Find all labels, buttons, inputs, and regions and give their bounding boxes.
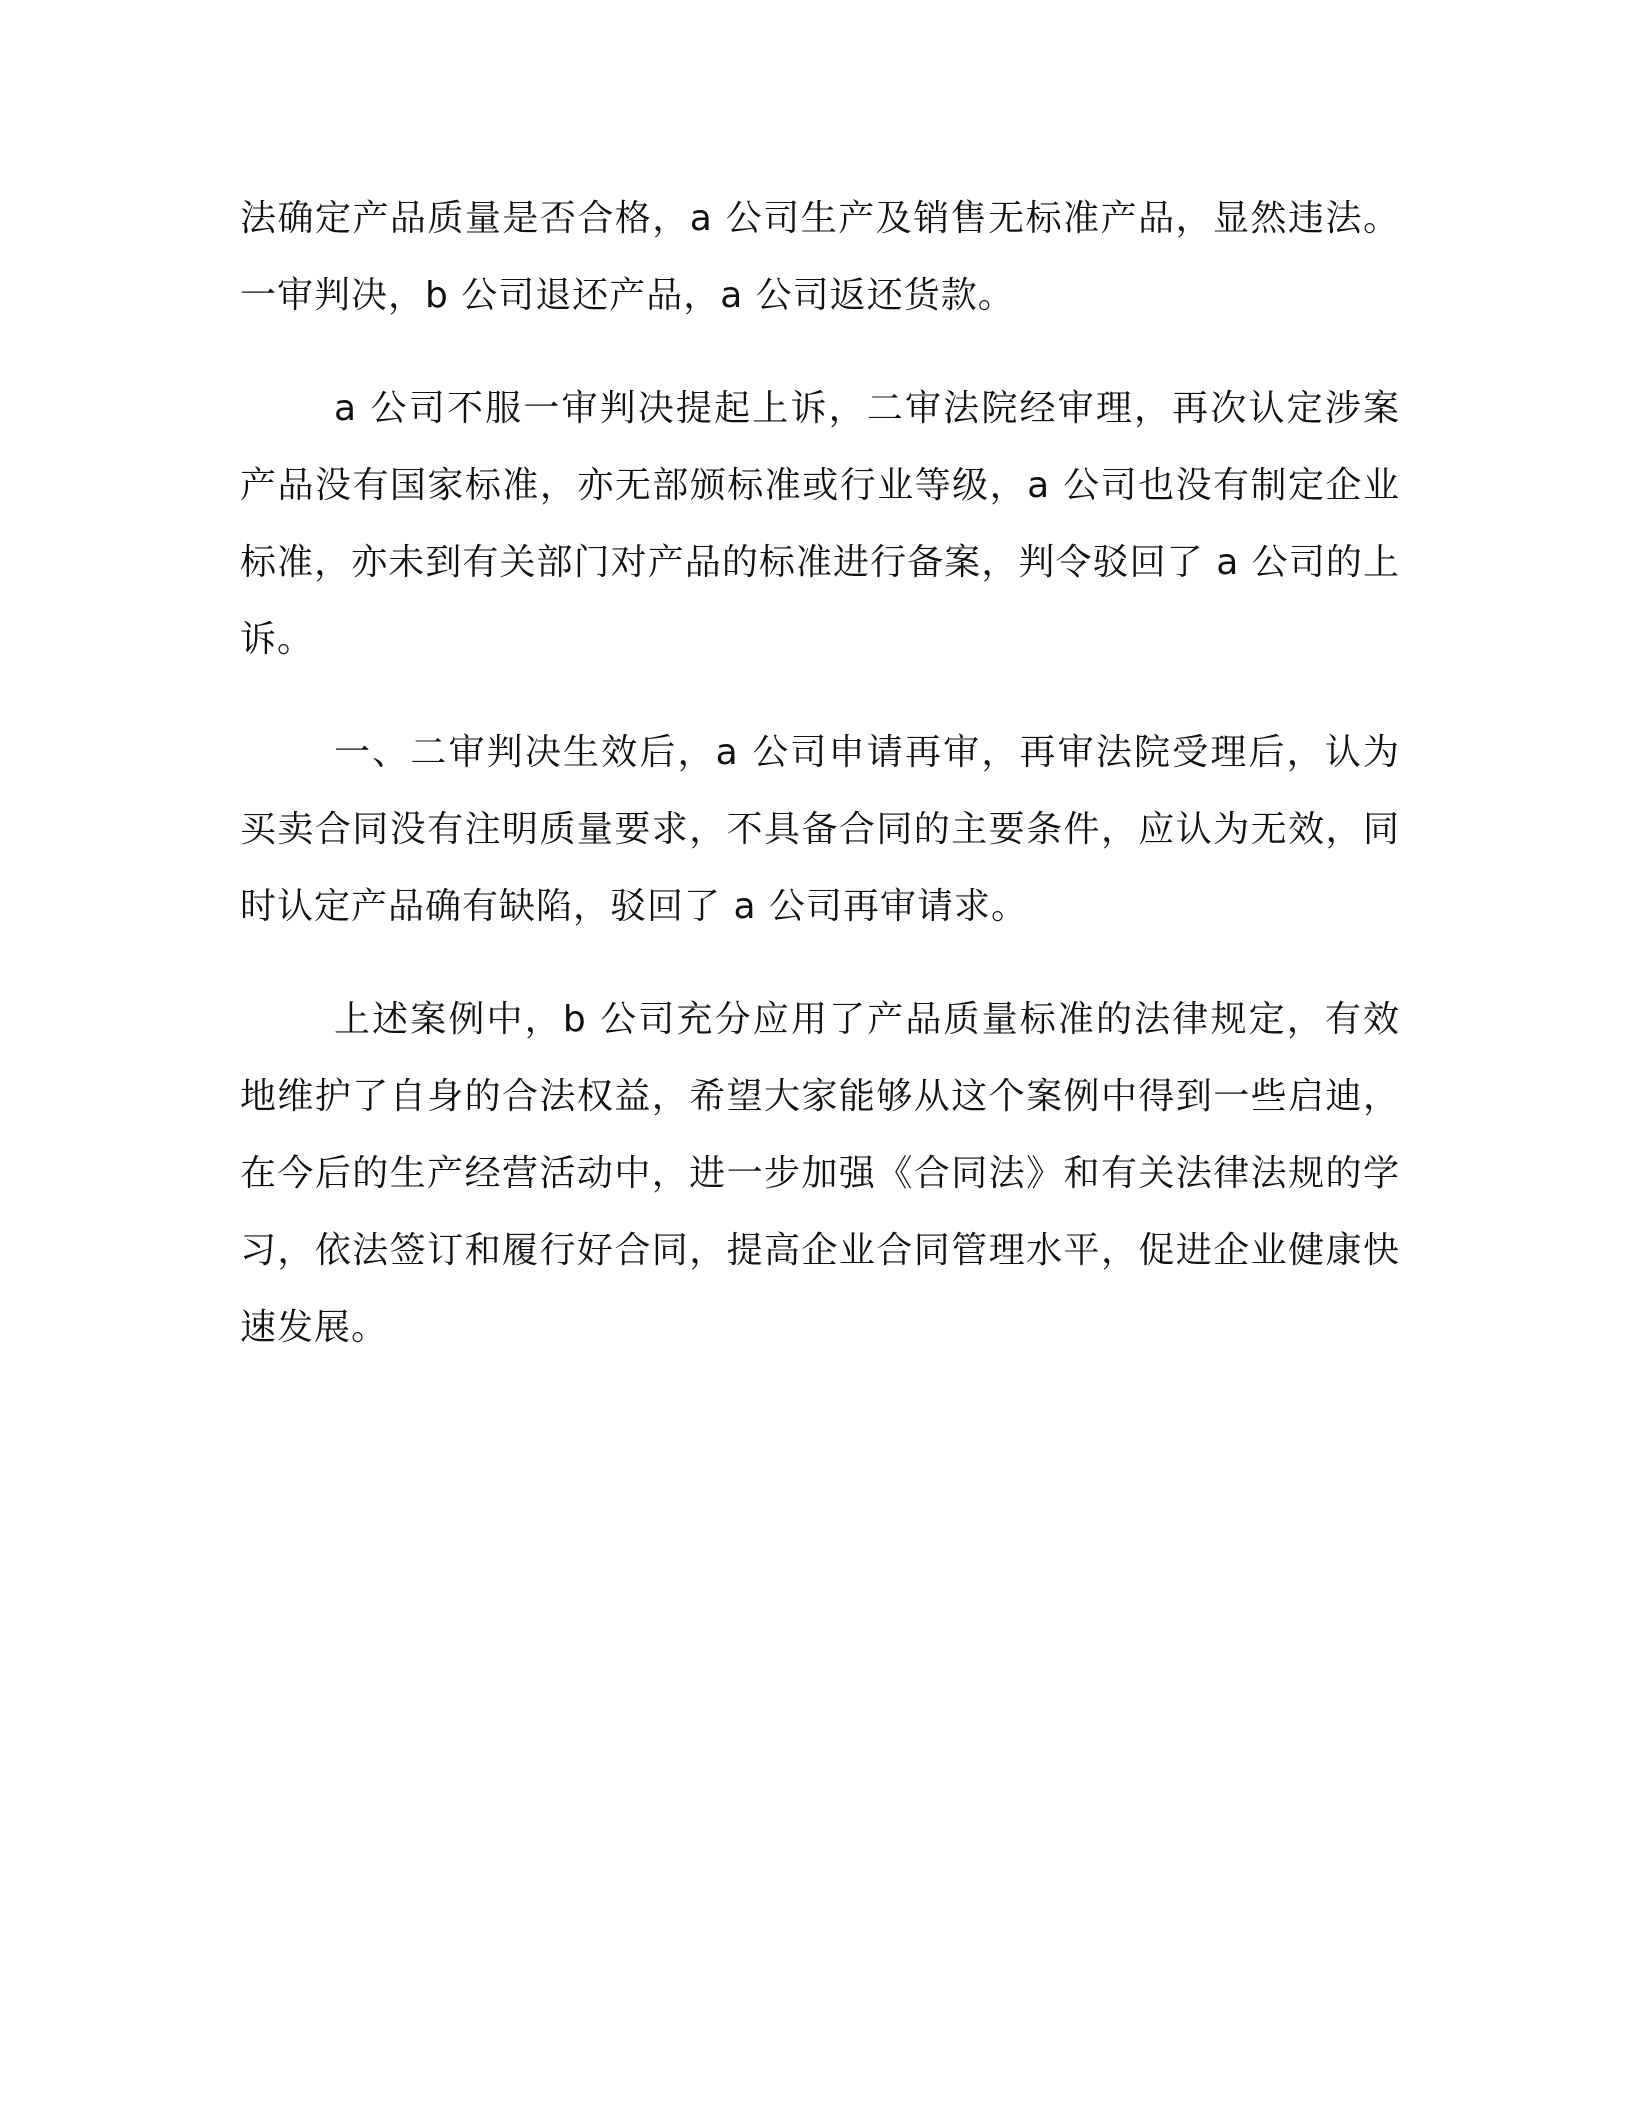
document-body [240,180,1400,1402]
paragraph-3: 一、二审判决生效后，a 公司申请再审，再审法院受理后，认为买卖合同没有注明质量要求，不具备合同的主要条件，应认为无效，同时认定产品确有缺陷，驳回了 a 公司再审请求。 [240,732,1400,927]
paragraph-1: 法确定产品质量是否合格，a 公司生产及销售无标准产品，显然违法。一审判决，b 公司退还产品，a 公司返还货款。 [240,198,1400,316]
paragraph-2: a 公司不服一审判决提起上诉，二审法院经审理，再次认定涉案产品没有国家标准，亦无部颁标准或行业等级，a 公司也没有制定企业标准，亦未到有关部门对产品的标准进行备案，判令驳回了 a 公司的上诉。 [240,388,1400,660]
paragraph-4: 上述案例中，b 公司充分应用了产品质量标准的法律规定，有效地维护了自身的合法权益，希望大家能够从这个案例中得到一些启迪，在今后的生产经营活动中，进一步加强《合同法》和有关法律法规的学习，依法签订和履行好合同，提高企业合同管理水平，促进企业健康快速发展。 [240,999,1400,1348]
